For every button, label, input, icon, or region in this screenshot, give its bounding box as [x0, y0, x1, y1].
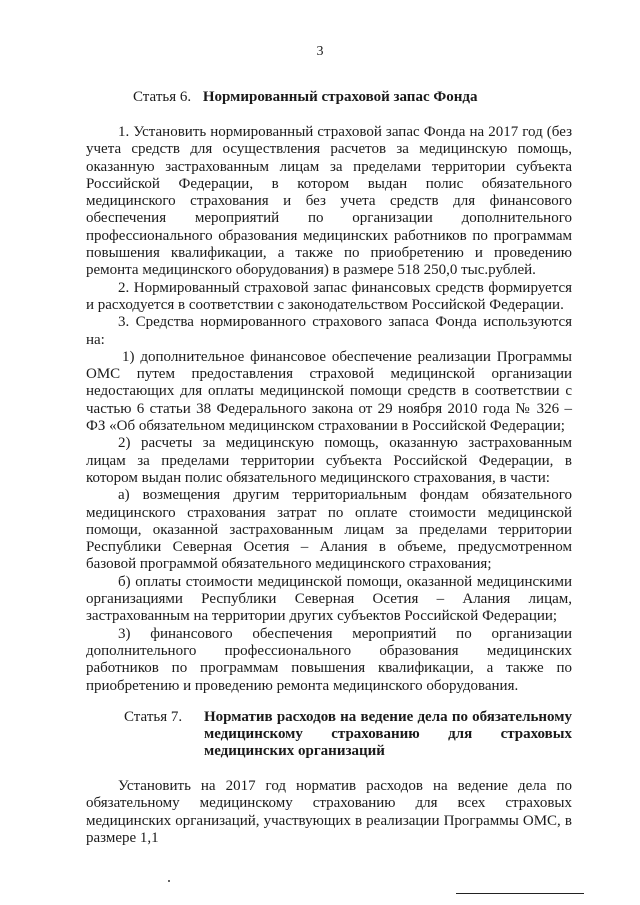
article-6-title: Нормированный страховой запас Фонда	[202, 89, 478, 105]
article-6-heading	[133, 89, 477, 106]
article-7-paragraph-1: Установить на 2017 год норматив расходов на ведение дела по обязательному медицинскому страхованию для всех страховых медицинских организаций, участвующих в реализации Программы ОМС, в размере 1,1	[86, 778, 572, 846]
scan-speck	[168, 880, 170, 882]
article-6-item-2a: а) возмещения другим территориальным фондам обязательного медицинского страхования затрат по оплате стоимости медицинской помощи, оказанной застрахованным лицам за пределами территории Республики Северная Осетия – Алания в объеме, предусмотренном базовой программой обязательного медицинского страхования;	[86, 487, 572, 573]
article-7-heading	[86, 709, 572, 760]
article-6-label: Статья 6.	[133, 89, 192, 105]
article-7-title: Норматив расходов на ведение дела по обязательному медицинскому страхованию для страховых медицинских организаций	[204, 709, 572, 759]
article-6-item-3: 3) финансового обеспечения мероприятий по организации дополнительного профессионального образования медицинских работников по программам повышения квалификации, а также по приобретению и проведению ремонта медицинского оборудования.	[86, 625, 572, 694]
article-6-item-2b: б) оплаты стоимости медицинской помощи, оказанной медицинскими организациями Республики Северная Осетия – Алания лицам, застрахованным на территории других субъектов Российской Федерации;	[86, 573, 572, 625]
article-7-body	[86, 778, 572, 847]
article-6-paragraph-3: 3. Средства нормированного страхового запаса Фонда используются на:	[86, 314, 572, 348]
article-6-item-1: 1) дополнительное финансовое обеспечение реализации Программы ОМС путем предоставления страховой медицинской организации недостающих для оплаты медицинской помощи средств в соответствии с частью 6 статьи 38 Федерального закона от 29 ноября 2010 года № 326 – ФЗ «Об обязательном медицинском страховании в Российской Федерации;	[86, 348, 572, 435]
article-6-paragraph-1: 1. Установить нормированный страховой запас Фонда на 2017 год (без учета средств для осуществления расчетов за медицинскую помощь, оказанную застрахованным лицам за пределами территории субъекта Российской Федерации, в котором выдан полис обязательного медицинского страхования и без учета средств для финансового обеспечения мероприятий по организации дополнительного профессионального образования медицинских работников по программам повышения квалификации, а также по приобретению и проведению ремонта медицинского оборудования) в размере 518 250,0 тыс.рублей.	[86, 124, 572, 279]
article-6-paragraph-2: 2. Нормированный страховой запас финансовых средств формируется и расходуется в соответствии с законодательством Российской Федерации.	[86, 279, 572, 313]
page-number: 3	[316, 44, 324, 59]
article-6-item-2: 2) расчеты за медицинскую помощь, оказанную застрахованным лицам за пределами территории субъекта Российской Федерации, в котором выдан полис обязательного медицинского страхования, в части:	[86, 435, 572, 486]
article-7-label: Статья 7.	[124, 709, 183, 725]
footer-rule	[456, 893, 584, 894]
article-6-body	[86, 124, 572, 695]
